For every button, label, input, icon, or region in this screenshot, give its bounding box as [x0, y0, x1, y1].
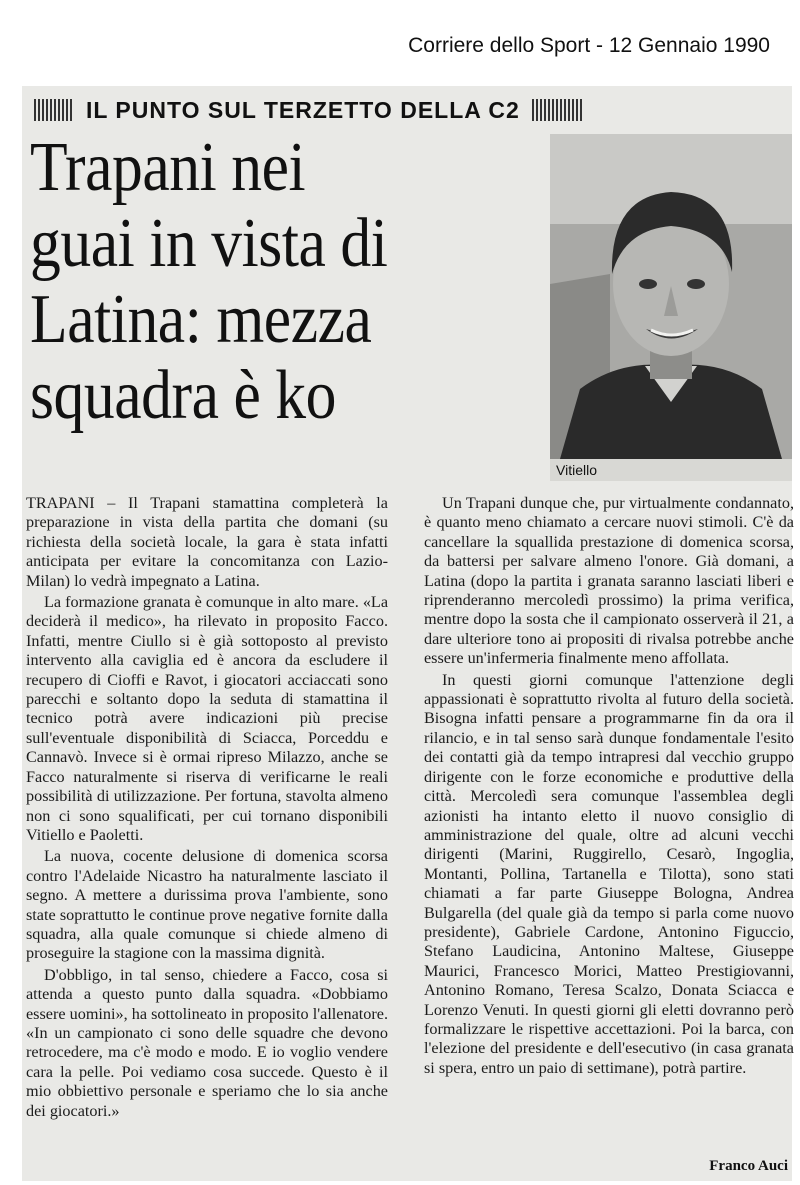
headline-line: guai in vista di	[30, 205, 388, 282]
article-paragraph: In questi giorni comunque l'attenzione degli appassionati è soprattutto rivolta al futuro della società. Bisogna infatti pensare a programmarne fin da ora il rilancio, e in tal senso sarà dunque fondamentale l'esito dei contatti già da tempo intrapresi dal vecchio gruppo dirigente con le forze economiche e produttive della città. Mercoledì sera comunque l'assemblea degli azionisti ha intanto eletto il nuovo consiglio di amministrazione del quale, oltre ad alcuni vecchi dirigenti (Marini, Ruggirello, Cesarò, Ingoglia, Montanti, Pollina, Tartanella e Tilotta), sono stati chiamati a far parte Giuseppe Bologna, Andrea Bulgarella (del quale già da tempo si parla come nuovo presidente), Gabriele Cardone, Antonino Figuccio, Stefano Laudicina, Antonino Maltese, Giuseppe Maurici, Francesco Morici, Matteo Prestigiovanni, Antonino Romano, Teresa Scalzo, Donata Sciacca e Lorenzo Venuti. In questi giorni gli eletti dovranno però formalizzare le rispettive accettazioni. Poi la barca, con l'elezione del presidente e dell'esecutivo (in casa granata si spera, entro un paio di settimane), potrà partire.	[424, 670, 794, 1077]
article-paragraph: La nuova, cocente delusione di domenica scorsa contro l'Adelaide Nicastro ha naturalmente lasciato il segno. A mettere a durissima prova l'ambiente, sono state soprattutto le continue prove negative fornite dalla squadra, alla quale comunque si chiede almeno di proseguire la stagione con la massima dignità.	[26, 847, 388, 963]
newspaper-clipping	[22, 86, 792, 1181]
paragraph-text: Il Trapani stamattina completerà la preparazione in vista della partita che domani (su richiesta della società locale, la gara è stata infatti anticipata per evitare la concomitanza con Lazio-Milan) lo vedrà impegnato a Latina.	[26, 494, 388, 590]
headline-line: squadra è ko	[30, 357, 337, 434]
byline: Franco Auci	[709, 1158, 788, 1174]
kicker-hatch-left	[34, 99, 74, 121]
article-paragraph: La formazione granata è comunque in alto mare. «La deciderà il medico», ha rilevato in proposito Facco. Infatti, mentre Ciullo si è già sottoposto al previsto intervento alla caviglia ed è ancora da escludere il recupero di Cioffi e Ravot, i giocatori acciaccati sono parecchi e soltanto dopo la seduta di stamattina il tecnico potrà avere indicazioni più precise sull'eventuale disponibilità di Sciacca, Porceddu e Cannavò. Invece si è ormai ripreso Milazzo, anche se Facco naturalmente si riserva di verificarne le reali possibilità di utilizzazione. Per fortuna, stavolta almeno non ci sono squalificati, per cui tornano disponibili Vitiello e Paoletti.	[26, 593, 388, 844]
article-paragraph	[26, 494, 388, 591]
article-paragraph: Un Trapani dunque che, pur virtualmente condannato, è quanto meno chiamato a cercare nuovi stimoli. C'è da cancellare la squallida prestazione di domenica scorsa, da battersi per salvare almeno l'onore. Già domani, a Latina (dopo la partita i granata saranno lasciati liberi e riprenderanno mercoledì prossimo) la prima verifica, mentre dopo la sosta che il campionato osserverà il 21, a dare ulteriore tono ai propositi di rivalsa potrebbe anche essere un'infermeria finalmente meno affollata.	[424, 494, 794, 668]
source-line: Corriere dello Sport - 12 Gennaio 1990	[408, 34, 770, 57]
kicker-bar	[34, 96, 584, 124]
headline-line: Latina: mezza	[30, 281, 372, 358]
player-photo	[550, 134, 792, 459]
dateline: TRAPANI –	[26, 494, 116, 512]
article-column-left	[26, 494, 388, 1121]
article-paragraph: D'obbligo, in tal senso, chiedere a Facco, cosa si attenda a questo punto dalla squadra. «Dobbiamo essere uomini», ha sottolineato in proposito l'allenatore. «In un campionato ci sono delle squadre che devono retrocedere, ma c'è modo e modo. E io voglio vendere cara la pelle. Poi vediamo cosa succede. Questo è il mio obbiettivo personale e speriamo che lo sia anche dei giocatori.»	[26, 965, 388, 1120]
headline	[30, 130, 488, 434]
photo-caption: Vitiello	[550, 459, 792, 481]
article-column-right	[424, 494, 794, 1078]
kicker-text: IL PUNTO SUL TERZETTO DELLA C2	[86, 96, 520, 123]
player-portrait-image	[550, 134, 792, 459]
headline-line: Trapani nei	[30, 129, 306, 206]
kicker-hatch-right	[532, 99, 584, 121]
